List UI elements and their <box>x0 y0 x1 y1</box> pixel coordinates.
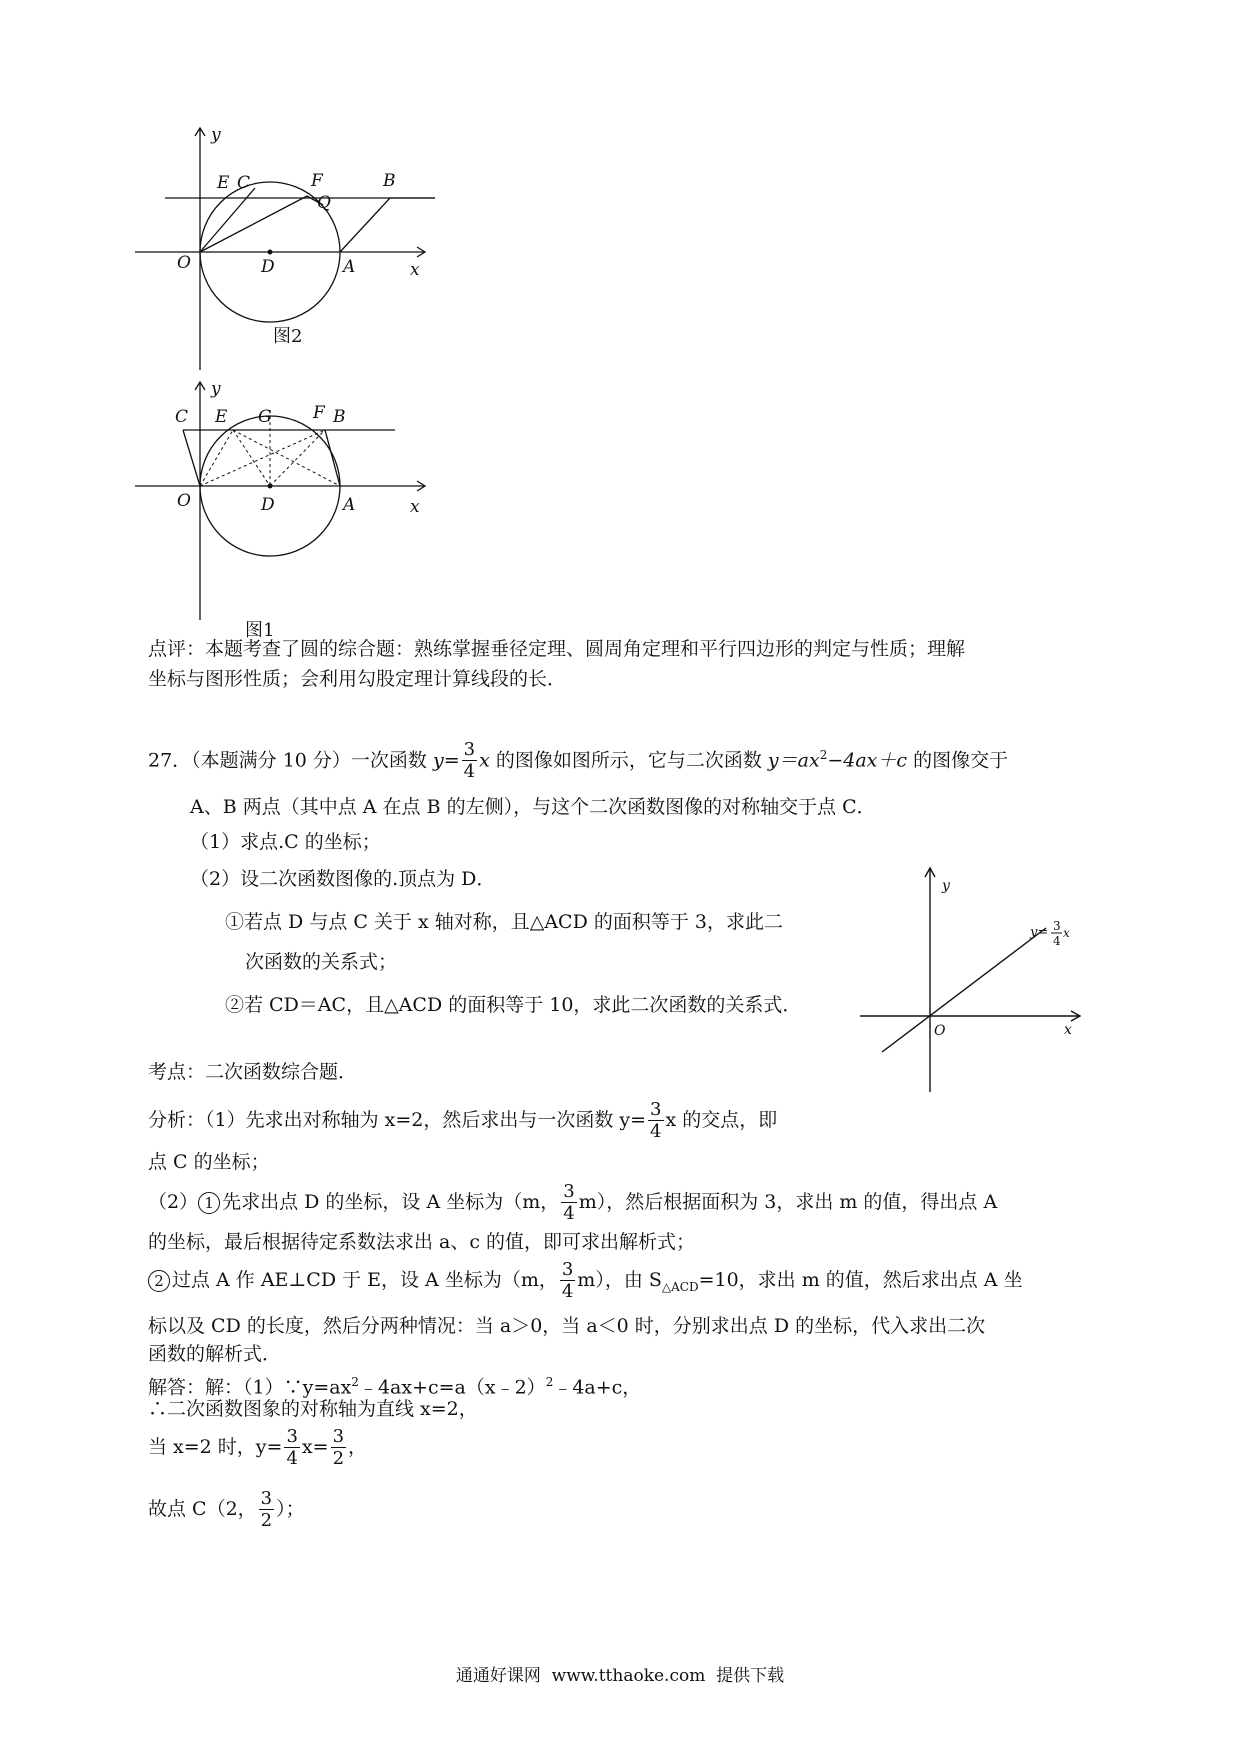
analysis-line-1 <box>148 1098 777 1142</box>
analysis-3-b: m），然后根据面积为 3，求出 m 的值，得出点 A <box>578 1191 998 1213</box>
solution-3-fraction-1 <box>284 1428 299 1468</box>
analysis-line-5 <box>148 1258 1023 1302</box>
solution-1-sup2: 2 <box>545 1375 554 1389</box>
segment-of <box>200 196 307 252</box>
q27-head-c: 的图像交于 <box>907 749 1009 772</box>
solution-4-a: 故点 C（2， <box>148 1498 257 1520</box>
label-b: B <box>333 407 346 427</box>
label-d: D <box>261 495 275 515</box>
frac-num: 3 <box>332 1426 345 1447</box>
figure-linear-function <box>850 860 1090 1100</box>
label-x: x <box>410 497 420 517</box>
footer: 通通好课网 www.tthaoke.com 提供下载 <box>455 1666 785 1686</box>
q27-part-2b: ②若 CD＝AC，且△ACD 的面积等于 10，求此二次函数的关系式． <box>225 994 802 1016</box>
label-x: x <box>410 260 420 280</box>
q27-frac-den: 4 <box>463 761 476 783</box>
label-o: O <box>934 1023 946 1039</box>
figure-2-caption: 图2 <box>273 326 303 347</box>
analysis-5-c: =10，求出 m 的值，然后求出点 A 坐 <box>698 1269 1023 1291</box>
line-y-3-4-x <box>882 928 1046 1052</box>
label-a: A <box>343 495 356 515</box>
frac-den: 2 <box>332 1448 345 1469</box>
label-o: O <box>177 253 191 273</box>
frac-den: 4 <box>286 1448 298 1469</box>
frac-num: 3 <box>650 1099 662 1120</box>
review-line-1: 点评：本题考查了圆的综合题：熟练掌握垂径定理、圆周角定理和平行四边形的判定与性质；理解 <box>148 638 966 660</box>
figure-1-caption: 图1 <box>245 620 275 640</box>
solution-line-2: ∴二次函数图象的对称轴为直线 x=2， <box>148 1398 478 1420</box>
analysis-3-a: 先求出点 D 的坐标，设 A 坐标为（m， <box>222 1191 560 1213</box>
label-c: C <box>237 173 251 193</box>
q27-part-2: （2）设二次函数图像的.顶点为 D． <box>190 868 496 890</box>
q27-linear-x: x <box>479 749 490 772</box>
frac-den: 4 <box>563 1203 575 1224</box>
label-f: F <box>311 171 323 191</box>
frac-den: 4 <box>650 1121 662 1142</box>
label-y: y <box>211 379 221 399</box>
solution-line-1 <box>148 1370 641 1399</box>
frac-den: 4 <box>561 1281 574 1302</box>
label-a: A <box>343 257 356 277</box>
question-27-header <box>148 733 1009 783</box>
solution-1-sup1: 2 <box>351 1375 359 1389</box>
analysis-line-2: 点 C 的坐标； <box>148 1151 270 1173</box>
area-subscript: △ACD <box>661 1279 699 1294</box>
solution-4-fraction <box>259 1490 274 1530</box>
point-d <box>268 250 273 255</box>
segment-ab <box>340 198 390 252</box>
line-label-num: 3 <box>1053 919 1061 933</box>
review-line-2: 坐标与图形性质；会利用勾股定理计算线段的长． <box>148 668 567 690</box>
solution-3-b: x= <box>301 1436 329 1458</box>
label-y: y <box>942 878 950 894</box>
analysis-5-b: m），由 S <box>577 1269 662 1291</box>
q27-part-2a-line1: ①若点 D 与点 C 关于 x 轴对称，且△ACD 的面积等于 3，求此二 <box>225 911 783 933</box>
q27-line-2: A、B 两点（其中点 A 在点 B 的左侧），与这个二次函数图像的对称轴交于点 C． <box>190 796 876 818</box>
segment-co <box>183 430 200 486</box>
label-q: Q <box>317 193 331 213</box>
line-label-prefix: y= <box>1030 925 1049 940</box>
analysis-3-fraction <box>561 1183 576 1223</box>
solution-3-c: ， <box>348 1436 368 1458</box>
circled-number-1: 1 <box>198 1192 220 1214</box>
figure-2 <box>125 120 445 375</box>
label-e: E <box>215 407 228 427</box>
q27-head-a: 27．（本题满分 10 分）一次函数 <box>148 749 433 772</box>
q27-quadratic-rest: −4ax＋c <box>827 749 908 772</box>
q27-frac-num: 3 <box>463 739 476 761</box>
kaodian: 考点：二次函数综合题． <box>148 1061 358 1083</box>
q27-part-2a-line2: 次函数的关系式； <box>245 951 398 973</box>
label-f: F <box>313 403 325 423</box>
solution-3-a: 当 x=2 时，y= <box>148 1436 283 1458</box>
frac-num: 3 <box>563 1181 575 1202</box>
analysis-line-4: 的坐标，最后根据待定系数法求出 a、c 的值，即可求出解析式； <box>148 1231 696 1253</box>
q27-square: 2 <box>819 748 828 762</box>
label-x: x <box>1064 1022 1072 1038</box>
q27-quadratic: y＝ax <box>767 749 820 772</box>
solution-line-3 <box>148 1424 367 1470</box>
q27-linear-y: y <box>432 749 444 772</box>
frac-num: 3 <box>286 1426 298 1447</box>
q27-head-b: 的图像如图所示，它与二次函数 <box>489 749 768 772</box>
analysis-line-7: 函数的解析式． <box>148 1343 282 1365</box>
q27-fraction <box>462 741 477 781</box>
line-label-var: x <box>1063 926 1070 940</box>
solution-line-4 <box>148 1486 305 1532</box>
label-c: C <box>175 407 189 427</box>
frac-num: 3 <box>561 1259 574 1280</box>
analysis-1-a: 分析：（1）先求出对称轴为 x=2，然后求出与一次函数 y= <box>148 1109 647 1131</box>
line-label-den: 4 <box>1053 934 1061 948</box>
label-e: E <box>217 173 230 193</box>
analysis-5-fraction <box>560 1261 575 1301</box>
label-y: y <box>211 125 221 145</box>
label-b: B <box>383 171 396 191</box>
solution-1-b: ﹣4ax+c=a（x﹣2） <box>358 1376 546 1399</box>
analysis-3-pre: （2） <box>148 1191 199 1213</box>
analysis-1-b: x 的交点，即 <box>665 1109 778 1131</box>
analysis-line-3 <box>148 1180 997 1224</box>
analysis-5-a: 过点 A 作 AE⊥CD 于 E，设 A 坐标为（m， <box>172 1269 558 1291</box>
label-d: D <box>261 257 275 277</box>
analysis-line-6: 标以及 CD 的长度，然后分两种情况：当 a＞0，当 a＜0 时，分别求出点 D 的坐标，代入求出二次 <box>148 1315 986 1337</box>
analysis-1-fraction <box>648 1101 663 1141</box>
q27-equals: = <box>443 749 460 772</box>
point-d <box>268 484 273 489</box>
frac-num: 3 <box>260 1488 273 1509</box>
solution-3-fraction-2 <box>331 1428 346 1468</box>
solution-1-a: 解答：解：（1）∵y=ax <box>148 1376 352 1399</box>
frac-den: 2 <box>260 1510 273 1531</box>
label-g: G <box>258 407 272 427</box>
circled-number-2: 2 <box>148 1270 170 1292</box>
solution-1-c: ﹣4a+c， <box>553 1376 642 1399</box>
label-o: O <box>177 491 191 511</box>
figure-1 <box>125 378 445 640</box>
q27-part-1: （1）求点.C 的坐标； <box>190 831 381 853</box>
solution-4-b: ）； <box>276 1498 305 1520</box>
